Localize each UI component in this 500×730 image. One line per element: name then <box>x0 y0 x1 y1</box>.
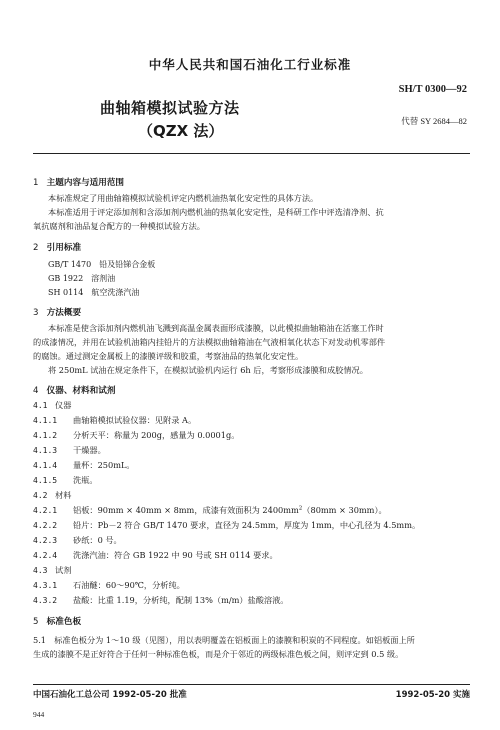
section-3-paragraph-1-line-1: 本标准是使含添加剂内燃机油飞溅到高温金属表面形成漆膜，以此模拟曲轴箱油在活塞工作时 <box>48 323 384 333</box>
clause-text: 洗涤汽油：符合 GB 1922 中 90 号或 SH 0114 要求。 <box>73 550 278 560</box>
clause-number: 4.1.2 <box>33 431 58 440</box>
clause-text: 量杯：250mL。 <box>73 460 135 470</box>
clause-text: 材料 <box>55 490 72 500</box>
section-3-paragraph-1-line-2: 的成漆情况，并用在试验机油箱内挂铅片的方法模拟曲轴箱油在气液相氧化状态下对发动机零部件 <box>33 337 386 347</box>
clause-number: 4.1.3 <box>33 446 58 455</box>
section-4-heading <box>33 384 115 396</box>
clause-number: 4.2.3 <box>33 536 58 545</box>
section-5-heading <box>33 615 81 627</box>
section-4-title: 仪器、材料和试剂 <box>46 386 116 396</box>
header-divider <box>33 153 470 154</box>
reference-standard: GB 1922 溶剂油 <box>48 274 116 283</box>
clause-4-1-5 <box>33 475 98 486</box>
clause-4-1-3 <box>33 445 106 456</box>
clause-text: 仪器 <box>55 400 72 410</box>
section-1-title: 主题内容与适用范围 <box>46 178 125 188</box>
clause-text: 铝板：90mm × 40mm × 8mm，成漆有效面积为 2400mm <box>73 505 299 515</box>
clause-4-2 <box>33 490 71 501</box>
clause-text-continued: （80mm × 30mm）。 <box>302 505 387 515</box>
clause-4-2-4 <box>33 550 278 561</box>
document-title: 曲轴箱模拟试验方法 <box>100 99 240 117</box>
clause-text: 分析天平：称量为 200g，感量为 0.0001g。 <box>73 430 240 440</box>
clause-text: 盐酸：比重 1.19，分析纯，配制 13%（m/m）盐酸溶液。 <box>73 595 289 605</box>
section-3-title: 方法概要 <box>46 308 82 318</box>
approval-line: 中国石油化工总公司 1992-05-20 批准 <box>33 690 187 700</box>
clause-number: 4.3 <box>33 566 48 575</box>
section-3-paragraph-1-line-3: 的腐蚀。通过测定金属板上的漆膜评级和胶重，考察油品的热氧化安定性。 <box>33 351 304 361</box>
section-2-title: 引用标准 <box>46 243 82 253</box>
clause-text: 砂纸：0 号。 <box>73 535 122 545</box>
reference-standard: SH 0114 航空洗涤汽油 <box>48 288 140 297</box>
section-1-number: 1 <box>33 178 39 188</box>
clause-4-3 <box>33 565 71 576</box>
section-4-number: 4 <box>33 386 39 396</box>
section-5-number: 5 <box>33 617 39 627</box>
clause-number: 4.2.2 <box>33 521 58 530</box>
clause-text: 曲轴箱模拟试验仪器：见附录 A。 <box>73 415 197 425</box>
section-1-heading <box>33 176 124 188</box>
clause-number: 4.3.1 <box>33 581 58 590</box>
clause-4-1-1 <box>33 415 196 426</box>
clause-4-1-2 <box>33 430 239 441</box>
clause-4-2-1 <box>33 505 387 516</box>
clause-number: 4.3.2 <box>33 596 58 605</box>
clause-number: 4.2.4 <box>33 551 58 560</box>
clause-number: 4.1.1 <box>33 416 58 425</box>
clause-number: 4.1 <box>33 401 48 410</box>
section-1-paragraph-2-line-1: 本标准适用于评定添加剂和含添加剂内燃机油的热氧化安定性，是科研工作中评选清净剂、抗 <box>48 207 384 217</box>
clause-text: 洗瓶。 <box>73 475 98 485</box>
section-3-heading <box>33 306 81 318</box>
clause-text: 干燥器。 <box>73 445 106 455</box>
section-1-paragraph-1: 本标准规定了用曲轴箱模拟试验机评定内燃机油热氧化安定性的具体方法。 <box>48 193 319 203</box>
clause-number: 4.2 <box>33 491 48 500</box>
clause-5-1-line-2: 生成的漆膜不是正好符合于任何一种标准色板，而是介于邻近的两级标准色板之间，则评定到 0.5 级。 <box>33 649 404 659</box>
section-2-heading <box>33 241 81 253</box>
issuing-organization: 中华人民共和国石油化工行业标准 <box>148 57 352 72</box>
effective-date-line: 1992-05-20 实施 <box>395 690 470 700</box>
section-1-paragraph-2-line-2: 氧抗腐剂和油品复合配方的一种模拟试验方法。 <box>33 221 205 231</box>
page-number: 944 <box>33 710 45 719</box>
section-2-number: 2 <box>33 243 39 253</box>
footer-divider <box>33 684 470 685</box>
clause-4-3-2 <box>33 595 288 606</box>
section-3-paragraph-2: 将 250mL 试油在规定条件下，在模拟试验机内运行 6h 后，考察形成漆膜和成胶情况。 <box>48 365 368 375</box>
clause-number: 4.2.1 <box>33 506 58 515</box>
clause-text: 试剂 <box>55 565 72 575</box>
clause-4-1-4 <box>33 460 135 471</box>
section-5-title: 标准色板 <box>46 617 82 627</box>
clause-4-3-1 <box>33 580 185 591</box>
clause-4-1 <box>33 400 71 411</box>
section-3-number: 3 <box>33 308 39 318</box>
clause-4-2-2 <box>33 520 420 531</box>
clause-number: 4.1.4 <box>33 461 58 470</box>
clause-text: 石油醚：60～90℃，分析纯。 <box>73 580 185 590</box>
clause-number: 4.1.5 <box>33 476 58 485</box>
standard-number: SH/T 0300—92 <box>398 84 467 95</box>
superscript: 2 <box>298 505 303 512</box>
replaces-standard: 代替 SY 2684—82 <box>401 116 467 126</box>
clause-5-1-line-1: 5.1 标准色板分为 1～10 级（见图），用以表明覆盖在铝板面上的漆膜和积炭的不同程度。如铝板面上所 <box>33 635 415 645</box>
clause-text: 铅片：Pb－2 符合 GB/T 1470 要求，直径为 24.5mm，厚度为 1mm，中心孔径为 4.5mm。 <box>73 520 421 530</box>
reference-standard: GB/T 1470 铅及铅锑合金板 <box>48 260 156 269</box>
document-subtitle: （QZX 法） <box>138 122 224 140</box>
clause-4-2-3 <box>33 535 122 546</box>
